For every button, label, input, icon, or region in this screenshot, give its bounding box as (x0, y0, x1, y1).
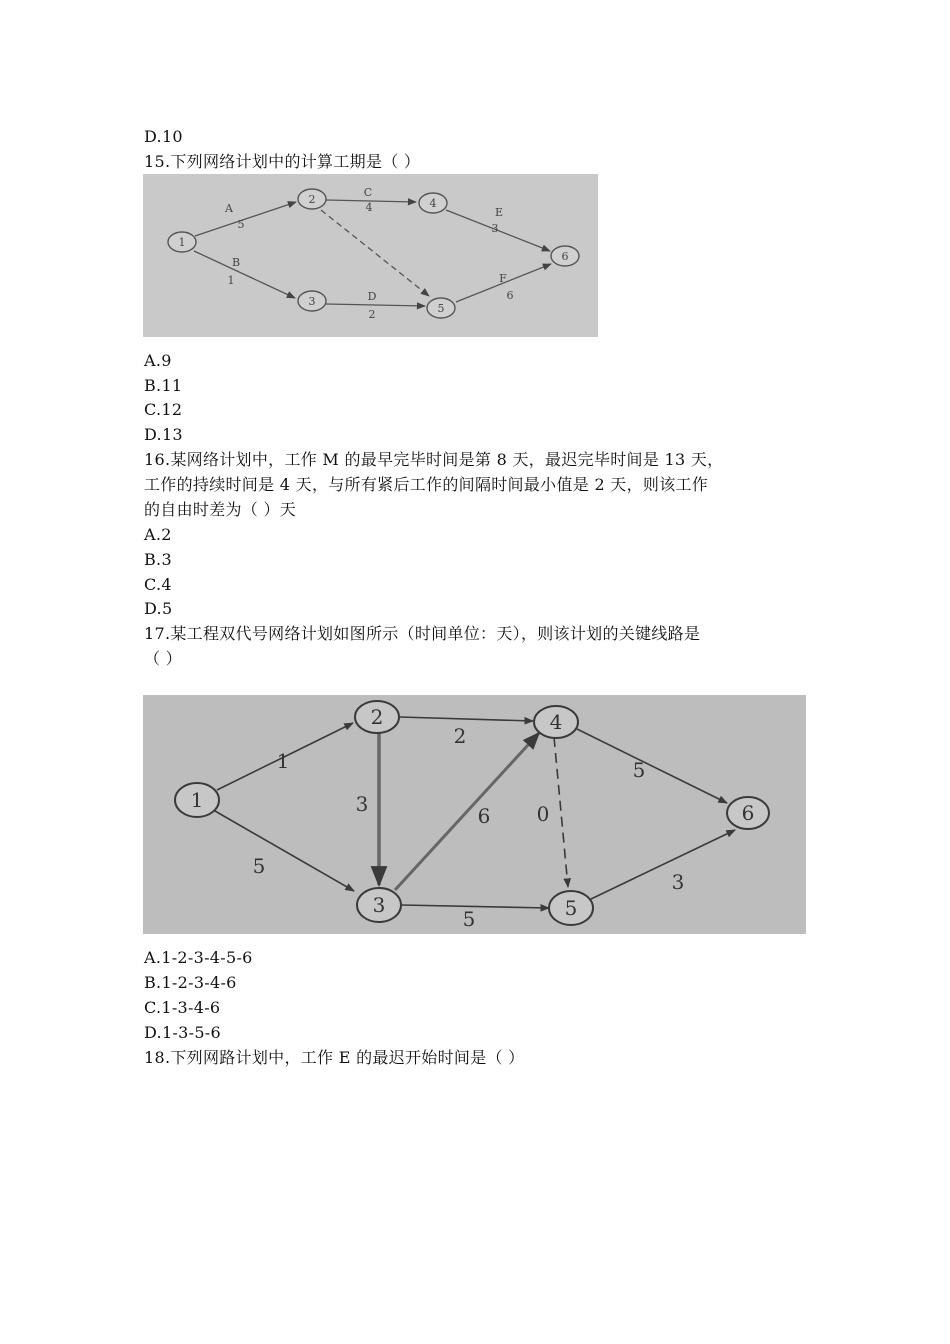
node-2-label: 2 (370, 705, 384, 729)
network-diagram-q15 (143, 174, 598, 337)
activity-b-name: B (231, 256, 241, 269)
activity-b-duration: 1 (227, 274, 235, 287)
node-6-label: 6 (561, 250, 569, 263)
activity-c-name: C (363, 186, 373, 199)
question-16-line-2: 工作的持续时间是 4 天，与所有紧后工作的间隔时间最小值是 2 天，则该工作 (144, 475, 709, 494)
option-a-q17: A.1-2-3-4-5-6 (144, 948, 253, 967)
network-diagram-q17 (143, 695, 806, 934)
activity-f-name: F (499, 272, 507, 285)
activity-e-name: E (494, 206, 504, 219)
option-a-q15: A.9 (144, 351, 172, 370)
activity-c-duration: 4 (365, 201, 373, 214)
node-5-label: 5 (564, 896, 578, 920)
node-3-label: 3 (308, 295, 316, 308)
activity-2-3-duration: 3 (355, 792, 369, 816)
node-5-label: 5 (437, 302, 445, 315)
activity-a-duration: 5 (237, 218, 245, 231)
question-17-line-2: （ ） (144, 649, 182, 668)
activity-d-name: D (367, 290, 377, 303)
node-1-label: 1 (190, 788, 204, 812)
node-6-label: 6 (741, 801, 755, 825)
option-c-q16: C.4 (144, 575, 172, 594)
question-18: 18.下列网路计划中，工作 E 的最迟开始时间是（ ） (144, 1048, 525, 1067)
option-a-q16: A.2 (144, 525, 172, 544)
option-b-q16: B.3 (144, 550, 172, 569)
option-d-q17: D.1-3-5-6 (144, 1023, 221, 1042)
node-1-label: 1 (178, 236, 186, 249)
activity-3-5-duration: 5 (462, 907, 476, 931)
activity-4-6-duration: 5 (632, 758, 646, 782)
option-d-q15: D.13 (144, 425, 183, 444)
option-d-q14: D.10 (144, 127, 183, 146)
node-4-label: 4 (549, 710, 563, 734)
activity-d-duration: 2 (368, 308, 376, 321)
activity-5-6-duration: 3 (671, 870, 685, 894)
activity-1-3-duration: 5 (252, 854, 266, 878)
activity-3-4-duration: 6 (477, 804, 491, 828)
option-b-q17: B.1-2-3-4-6 (144, 973, 237, 992)
question-17-line-1: 17.某工程双代号网络计划如图所示（时间单位：天），则该计划的关键线路是 (144, 624, 701, 643)
activity-2-4-duration: 2 (453, 724, 467, 748)
node-2-label: 2 (308, 193, 316, 206)
activity-a-name: A (225, 202, 233, 215)
activity-1-2-duration: 1 (276, 749, 290, 773)
node-4-label: 4 (429, 197, 437, 210)
option-b-q15: B.11 (144, 376, 183, 395)
option-c-q17: C.1-3-4-6 (144, 998, 221, 1017)
option-c-q15: C.12 (144, 400, 183, 419)
activity-f-duration: 6 (506, 289, 514, 302)
question-15: 15.下列网络计划中的计算工期是（ ） (144, 152, 421, 171)
node-3-label: 3 (372, 893, 386, 917)
question-16-line-3: 的自由时差为（ ）天 (144, 500, 297, 519)
activity-4-5-duration: 0 (536, 802, 550, 826)
option-d-q16: D.5 (144, 599, 173, 618)
question-16-line-1: 16.某网络计划中，工作 M 的最早完毕时间是第 8 天，最迟完毕时间是 13 天， (144, 450, 724, 469)
activity-e-duration: 3 (491, 222, 499, 235)
